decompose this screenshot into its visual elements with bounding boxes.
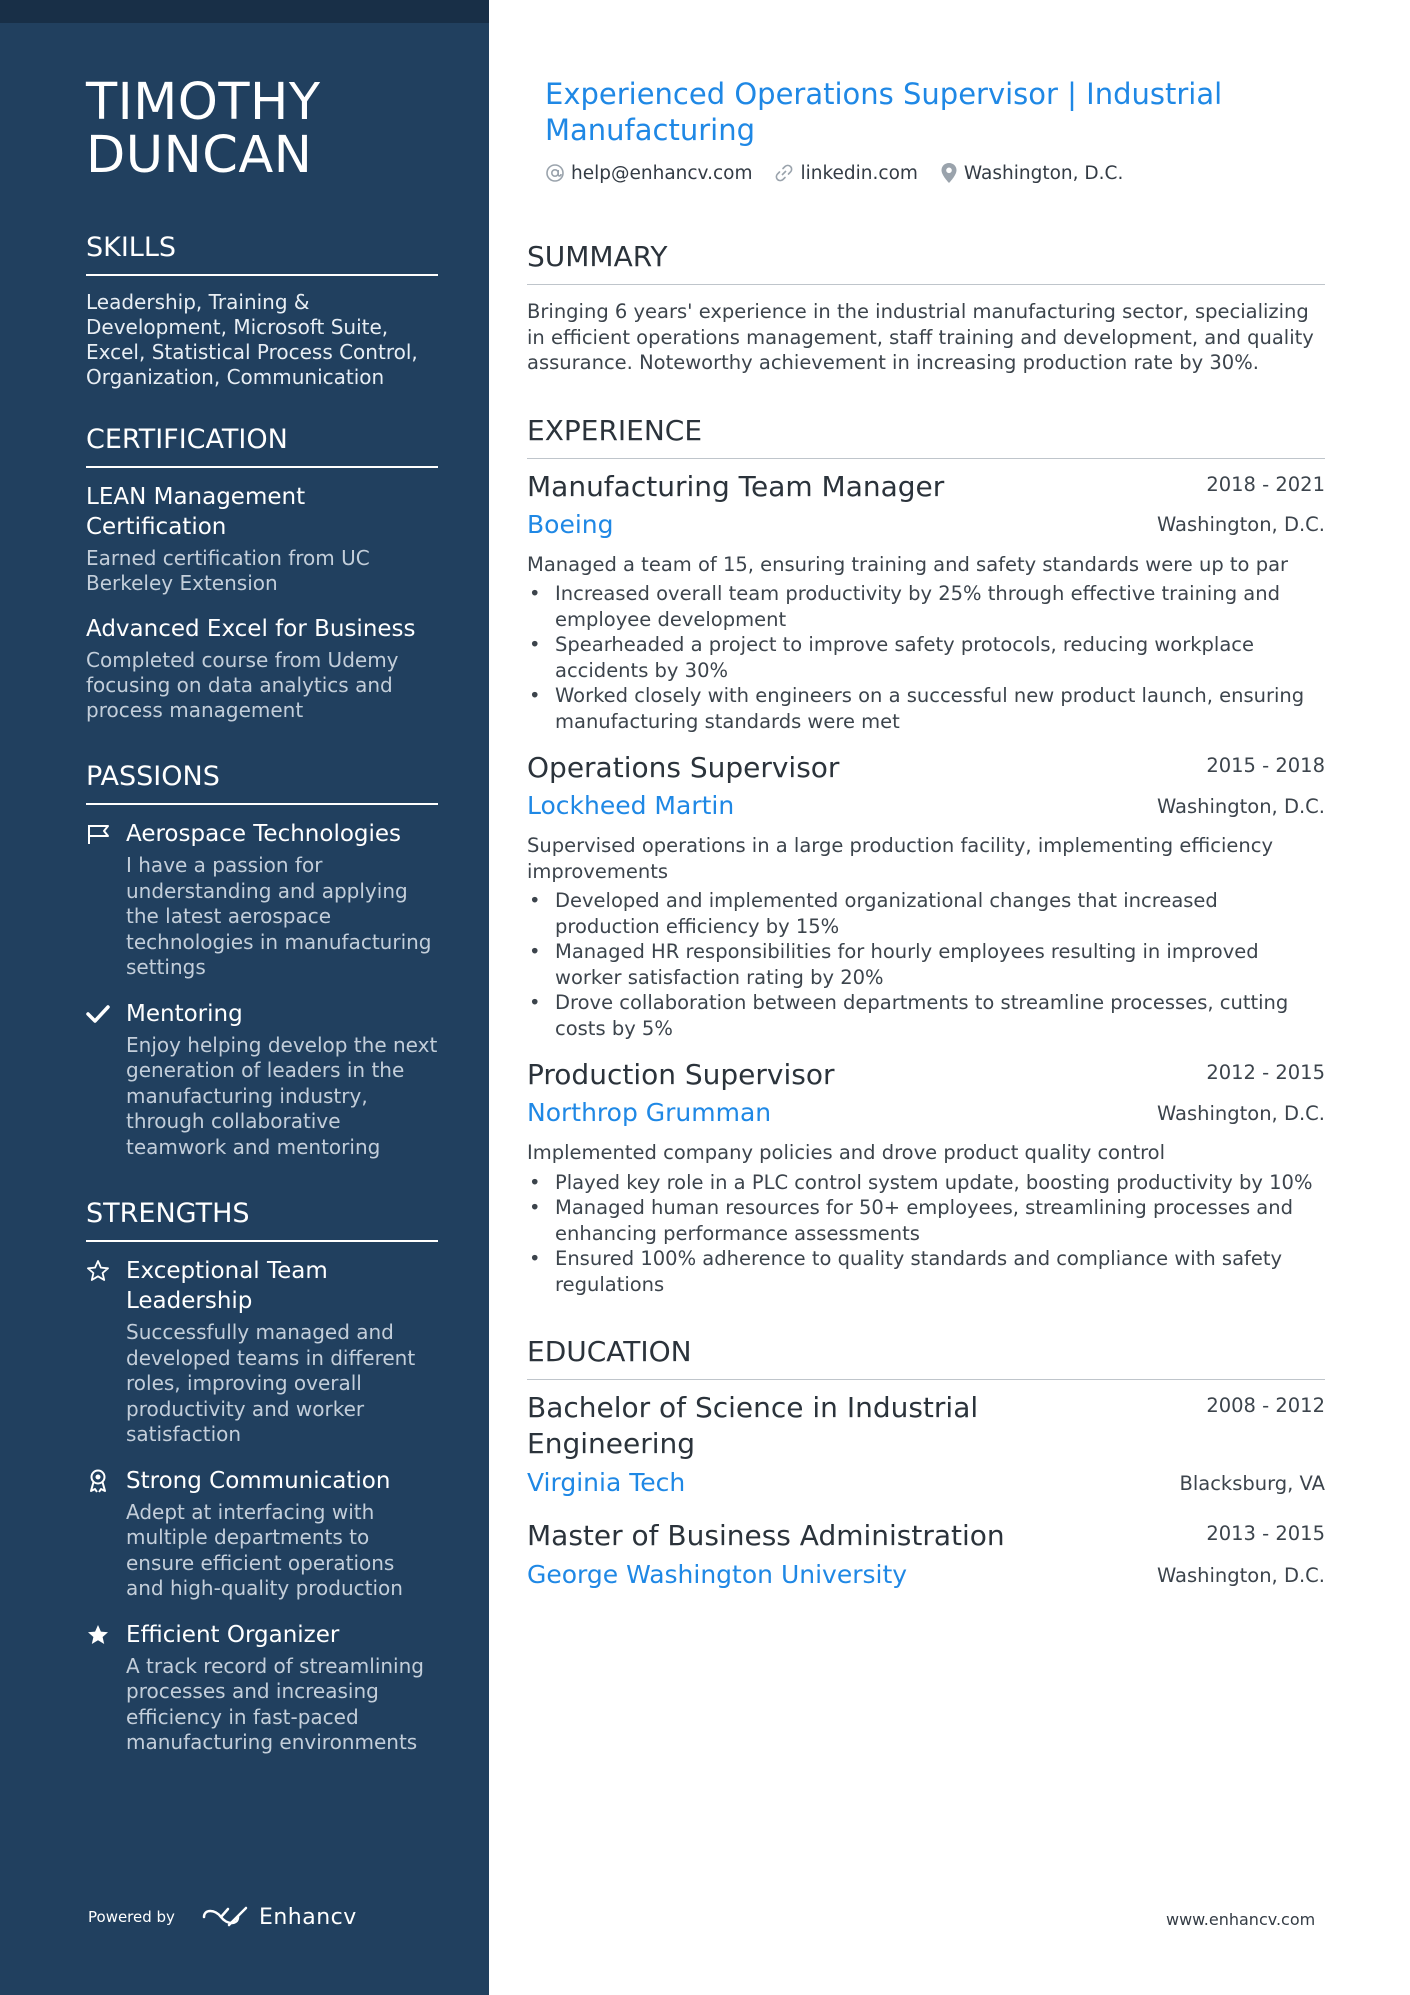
education-dates: 2008 - 2012	[1206, 1394, 1325, 1417]
sidebar	[0, 0, 489, 1995]
job-bullets	[527, 1170, 1325, 1298]
summary-text: Bringing 6 years' experience in the industrial manufacturing sector, specializing in efficient operations management, staff training and development, and quality assurance. Noteworthy achievement in increasing production rate by 30%.	[527, 300, 1314, 374]
job-bullet: • Managed human resources for 50+ employees, streamlining processes and enhancing performance assessments	[527, 1195, 1325, 1246]
education-school: Virginia Tech	[527, 1468, 686, 1497]
strength-item	[86, 1466, 438, 1602]
strength-item	[86, 1256, 438, 1448]
education-degree: Master of Business Administration	[527, 1519, 1005, 1552]
star-filled-icon	[86, 1620, 126, 1650]
powered-by	[88, 1904, 357, 1930]
strength-desc: A track record of streamlining processes and increasing efficiency in fast-paced manufacturing environments	[126, 1653, 424, 1754]
strength-title: Strong Communication	[126, 1467, 391, 1494]
sidebar-top-bar	[0, 0, 489, 23]
strength-desc: Adept at interfacing with multiple departments to ensure efficient operations and high-quality production	[126, 1499, 403, 1600]
job-bullet: • Played key role in a PLC control system update, boosting productivity by 10%	[527, 1170, 1325, 1196]
experience-section	[527, 414, 1325, 1298]
at-icon	[545, 163, 565, 183]
contact-linkedin-text: linkedin.com	[800, 162, 918, 184]
job-description: Supervised operations in a large production facility, implementing efficiency improvements	[527, 834, 1273, 883]
strength-title: Efficient Organizer	[126, 1621, 340, 1648]
job-company: Lockheed Martin	[527, 791, 735, 820]
job-dates: 2012 - 2015	[1206, 1061, 1325, 1084]
strength-title: Exceptional Team Leadership	[126, 1258, 328, 1314]
check-icon	[86, 999, 126, 1029]
job-title: Operations Supervisor	[527, 751, 840, 784]
contact-location	[940, 162, 1123, 184]
passion-item	[86, 819, 438, 981]
job-bullet: • Developed and implemented organizational changes that increased production efficiency by 15%	[527, 888, 1325, 939]
job-company: Boeing	[527, 509, 614, 539]
job-bullet: • Worked closely with engineers on a successful new product launch, ensuring manufacturing standards were met	[527, 683, 1325, 734]
job-location: Washington, D.C.	[1156, 1101, 1325, 1125]
job-dates: 2018 - 2021	[1206, 472, 1325, 496]
summary-heading: SUMMARY	[527, 240, 1325, 285]
education-degree: Bachelor of Science in Industrial Engineering	[527, 1391, 979, 1460]
job-bullet: • Ensured 100% adherence to quality standards and compliance with safety regulations	[527, 1246, 1325, 1297]
contact-linkedin[interactable]	[774, 163, 917, 184]
job-entry	[527, 750, 1325, 1041]
education-school: George Washington University	[527, 1560, 908, 1589]
star-outline-icon	[86, 1256, 126, 1286]
job-entry	[527, 1057, 1325, 1297]
footer-url[interactable]: www.enhancv.com	[1166, 1910, 1316, 1929]
job-bullets	[527, 888, 1325, 1041]
summary-section	[527, 240, 1325, 376]
certification-desc: Earned certification from UC Berkeley Extension	[86, 546, 370, 595]
job-bullet: • Drove collaboration between departments to streamline processes, cutting costs by 5%	[527, 990, 1325, 1041]
passion-desc: Enjoy helping develop the next generation of leaders in the manufacturing industry, through collaborative teamwork and mentoring	[126, 1032, 438, 1159]
location-pin-icon	[940, 162, 958, 184]
job-description: Implemented company policies and drove product quality control	[527, 1141, 1166, 1164]
job-title: Manufacturing Team Manager	[527, 469, 945, 503]
strength-desc: Successfully managed and developed teams in different roles, improving overall productivity and worker satisfaction	[126, 1320, 416, 1446]
main-content	[527, 240, 1325, 1592]
education-entry	[527, 1390, 1325, 1500]
job-location: Washington, D.C.	[1156, 513, 1325, 536]
experience-heading: EXPERIENCE	[527, 414, 1325, 459]
certification-item	[86, 482, 438, 596]
job-company: Northrop Grumman	[527, 1098, 772, 1127]
award-icon	[86, 1466, 126, 1496]
education-heading: EDUCATION	[527, 1335, 1325, 1380]
strengths-section	[86, 1198, 438, 1756]
job-description: Managed a team of 15, ensuring training and safety standards were up to par	[527, 552, 1289, 576]
job-entry	[527, 469, 1325, 735]
education-dates: 2013 - 2015	[1206, 1522, 1325, 1545]
education-location: Blacksburg, VA	[1179, 1471, 1325, 1495]
enhancv-logo-icon	[201, 1904, 249, 1930]
strengths-heading: STRENGTHS	[86, 1198, 438, 1242]
strength-item	[86, 1620, 438, 1756]
enhancv-brand-text: Enhancv	[258, 1904, 357, 1930]
certification-heading: CERTIFICATION	[86, 424, 438, 468]
job-title: Production Supervisor	[527, 1058, 835, 1091]
education-location: Washington, D.C.	[1156, 1563, 1325, 1587]
job-bullets	[527, 581, 1325, 734]
certification-item	[86, 614, 438, 723]
certification-title: LEAN Management Certification	[86, 484, 306, 540]
powered-by-label: Powered by	[88, 1908, 175, 1926]
passion-title: Mentoring	[126, 1000, 243, 1027]
passion-title: Aerospace Technologies	[126, 821, 402, 847]
job-bullet: • Spearheaded a project to improve safety protocols, reducing workplace accidents by 30%	[527, 632, 1325, 683]
job-dates: 2015 - 2018	[1206, 754, 1325, 777]
candidate-name: TIMOTHY DUNCAN	[86, 73, 321, 185]
link-icon	[774, 163, 794, 183]
job-bullet: • Increased overall team productivity by 25% through effective training and employee development	[527, 581, 1325, 632]
skills-section	[86, 232, 438, 390]
headline: Experienced Operations Supervisor | Industrial Manufacturing	[545, 77, 1223, 147]
contact-location-text: Washington, D.C.	[963, 162, 1124, 184]
skills-text: Leadership, Training & Development, Microsoft Suite, Excel, Statistical Process Control, Organization, Communication	[86, 290, 418, 389]
certification-title: Advanced Excel for Business	[86, 616, 416, 642]
skills-heading: SKILLS	[86, 232, 438, 276]
certification-desc: Completed course from Udemy focusing on data analytics and process management	[86, 648, 399, 722]
certification-section	[86, 424, 438, 723]
passions-heading: PASSIONS	[86, 761, 438, 805]
job-location: Washington, D.C.	[1156, 794, 1325, 818]
contact-email-text: help@enhancv.com	[571, 162, 753, 184]
passion-desc: I have a passion for understanding and applying the latest aerospace technologies in manufacturing settings	[126, 853, 432, 979]
passions-section	[86, 761, 438, 1160]
contact-bar	[545, 162, 1145, 184]
education-section	[527, 1335, 1325, 1592]
education-entry	[527, 1518, 1325, 1592]
passion-item	[86, 999, 438, 1161]
contact-email[interactable]	[545, 163, 752, 184]
job-bullet: • Managed HR responsibilities for hourly employees resulting in improved worker satisfaction rating by 20%	[527, 939, 1325, 990]
flag-icon	[86, 819, 126, 849]
enhancv-logo[interactable]	[201, 1904, 357, 1930]
